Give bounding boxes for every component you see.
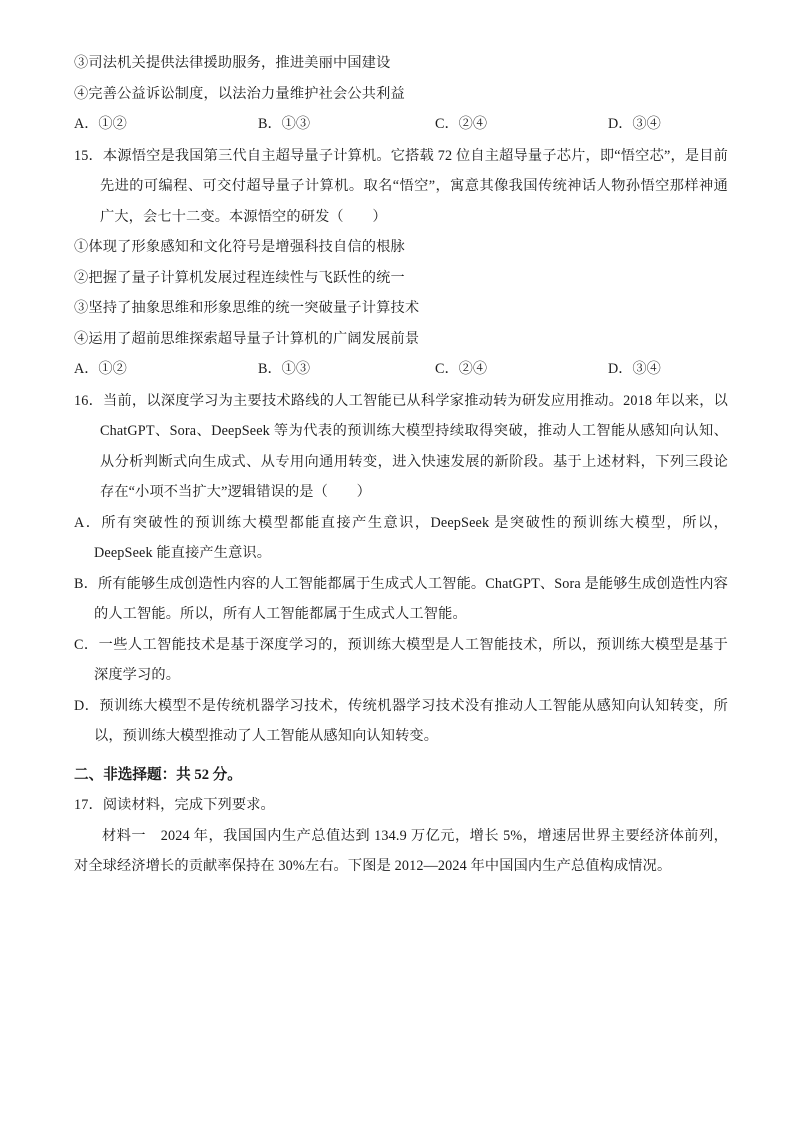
question-15-option-4: ④运用了超前思维探索超导量子计算机的广阔发展前景 (74, 330, 420, 347)
question-14-option-3: ③司法机关提供法律援助服务，推进美丽中国建设 (74, 55, 391, 71)
question-14-choices (74, 109, 728, 140)
question-16-option-d: D．预训练大模型不是传统机器学习技术，传统机器学习技术没有推动人工智能从感知向认知转变，所以，预训练大模型推动了人工智能从感知向认知转变。 (74, 697, 728, 744)
question-14-option-4: ④完善公益诉讼制度，以法治力量维护社会公共利益 (74, 85, 405, 102)
choice-d: D．③④ (608, 116, 661, 132)
choice-a: A．①② (74, 361, 127, 377)
section-2-heading: 二、非选择题：共 52 分。 (74, 766, 242, 783)
question-16-option-b: B．所有能够生成创造性内容的人工智能都属于生成式人工智能。ChatGPT、Sora 是能够生成创造性内容的人工智能。所以，所有人工智能都属于生成式人工智能。 (74, 575, 728, 622)
choice-a: A．①② (74, 116, 127, 132)
choice-c: C．②④ (435, 116, 488, 132)
choice-b: B．①③ (258, 361, 311, 377)
question-15-option-2: ②把握了量子计算机发展过程连续性与飞跃性的统一 (74, 269, 405, 286)
question-15-option-3: ③坚持了抽象思维和形象思维的统一突破量子计算技术 (74, 300, 420, 316)
question-15-option-1: ①体现了形象感知和文化符号是增强科技自信的根脉 (74, 239, 405, 255)
choice-d: D．③④ (608, 361, 661, 377)
question-15-stem: 15．本源悟空是我国第三代自主超导量子计算机。它搭载 72 位自主超导量子芯片，即“悟空芯”，是目前先进的可编程、可交付超导量子计算机。取名“悟空”，寓意其像我国传统神话人物孙悟空那样神通广大，会七十二变。本源悟空的研发（ ） (74, 147, 728, 225)
question-17-material-1: 材料一 2024 年，我国国内生产总值达到 134.9 万亿元，增长 5%，增速居世界主要经济体前列，对全球经济增长的贡献率保持在 30%左右。下图是 2012—2024 年中国国内生产总值构成情况。 (74, 827, 728, 874)
choice-b: B．①③ (258, 116, 311, 132)
question-16-option-a: A．所有突破性的预训练大模型都能直接产生意识，DeepSeek 是突破性的预训练大模型，所以，DeepSeek 能直接产生意识。 (74, 514, 728, 561)
question-15-choices (74, 354, 728, 385)
question-17-stem: 17．阅读材料，完成下列要求。 (74, 797, 275, 813)
page-content (74, 48, 728, 882)
choice-c: C．②④ (435, 361, 488, 377)
question-16-stem: 16．当前，以深度学习为主要技术路线的人工智能已从科学家推动转为研发应用推动。2018 年以来，以 ChatGPT、Sora、DeepSeek 等为代表的预训练大模型持续取得突破，推动人工智能从感知向认知、从分析判断式向生成式、从专用向通用转变，进入快速发展的新阶段。基于上述材料，下列三段论存在“小项不当扩大”逻辑错误的是（ ） (74, 392, 728, 500)
question-16-option-c: C．一些人工智能技术是基于深度学习的，预训练大模型是人工智能技术，所以，预训练大模型是基于深度学习的。 (74, 636, 728, 683)
